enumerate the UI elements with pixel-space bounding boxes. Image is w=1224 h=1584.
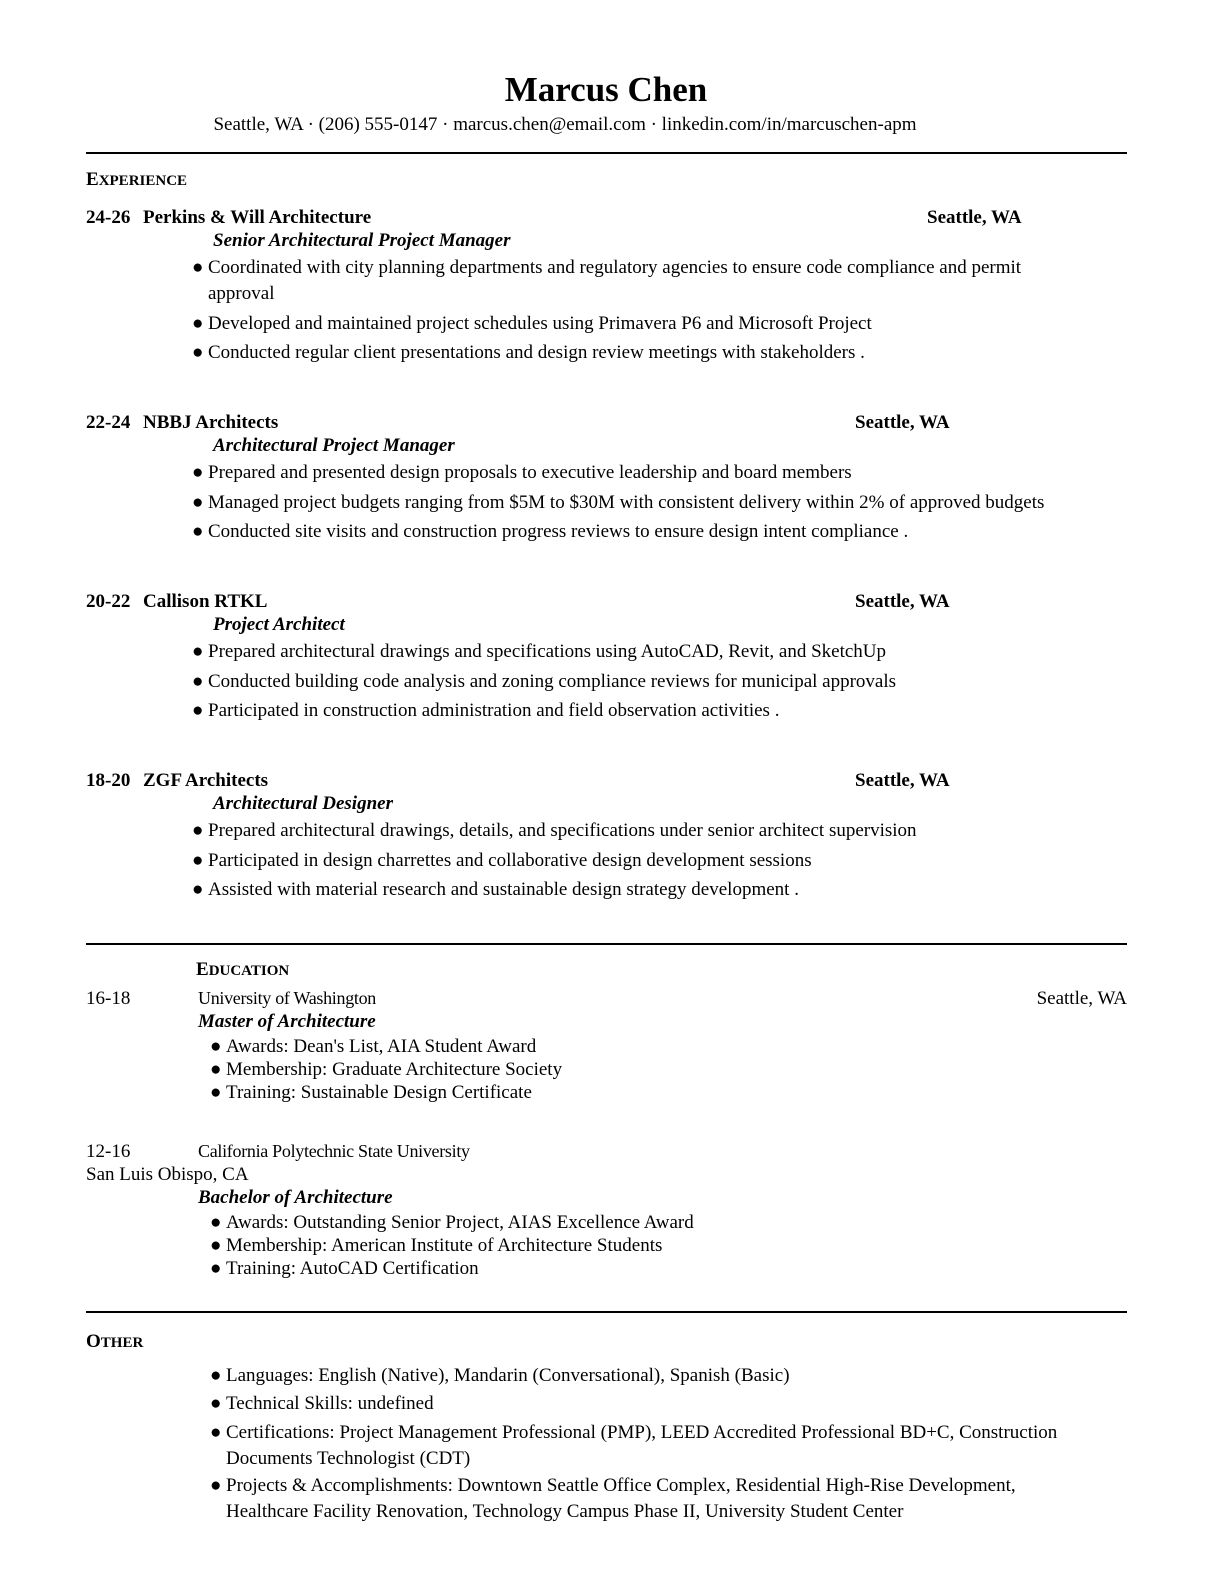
job-bullet: ● Prepared and presented design proposals to executive leadership and board members: [192, 462, 852, 483]
other-bullet: ● Technical Skills: undefined: [210, 1393, 434, 1414]
education-bullet: ● Membership: Graduate Architecture Society: [210, 1059, 563, 1080]
education-school: University of Washington: [198, 988, 377, 1008]
section-heading-other: OTHER: [86, 1331, 144, 1352]
education-degree: Master of Architecture: [198, 1011, 376, 1032]
education-school: California Polytechnic State University: [198, 1141, 470, 1161]
divider: [86, 943, 1127, 945]
job-years: 24-26: [86, 207, 131, 228]
other-bullet-continuation: Documents Technologist (CDT): [226, 1448, 471, 1469]
other-bullet: ● Projects & Accomplishments: Downtown Seattle Office Complex, Residential High-Rise Development,: [210, 1475, 1016, 1496]
resume-name: Marcus Chen: [504, 70, 708, 109]
job-bullet: ● Conducted site visits and construction progress reviews to ensure design intent compliance .: [192, 521, 909, 542]
job-company: Callison RTKL: [143, 591, 268, 612]
job-bullet: ● Participated in construction administration and field observation activities .: [192, 700, 780, 721]
job-location: Seattle, WA: [855, 412, 950, 433]
job-title: Senior Architectural Project Manager: [213, 230, 511, 251]
other-bullet-continuation: Healthcare Facility Renovation, Technology Campus Phase II, University Student Center: [226, 1501, 904, 1522]
job-years: 22-24: [86, 412, 131, 433]
section-heading-experience: EXPERIENCE: [86, 169, 188, 190]
education-bullet: ● Training: Sustainable Design Certificate: [210, 1082, 532, 1103]
education-bullet: ● Awards: Dean's List, AIA Student Award: [210, 1036, 537, 1057]
job-bullet-continuation: approval: [208, 283, 275, 304]
education-bullet: ● Awards: Outstanding Senior Project, AIAS Excellence Award: [210, 1212, 694, 1233]
education-bullet: ● Training: AutoCAD Certification: [210, 1258, 479, 1279]
job-title: Project Architect: [213, 614, 345, 635]
job-bullet: ● Developed and maintained project schedules using Primavera P6 and Microsoft Project: [192, 313, 872, 334]
education-bullet: ● Membership: American Institute of Architecture Students: [210, 1235, 663, 1256]
education-location: Seattle, WA: [1036, 988, 1127, 1009]
job-bullet: ● Participated in design charrettes and collaborative design development sessions: [192, 850, 812, 871]
job-bullet: ● Conducted regular client presentations and design review meetings with stakeholders .: [192, 342, 865, 363]
job-bullet: ● Managed project budgets ranging from $5M to $30M with consistent delivery within 2% of approved budgets: [192, 492, 1045, 513]
job-company: ZGF Architects: [143, 770, 269, 791]
job-location: Seattle, WA: [855, 770, 950, 791]
section-heading-education: EDUCATION: [196, 959, 290, 980]
job-bullet: ● Prepared architectural drawings, details, and specifications under senior architect supervision: [192, 820, 917, 841]
job-years: 20-22: [86, 591, 131, 612]
job-title: Architectural Project Manager: [213, 435, 455, 456]
job-company: NBBJ Architects: [143, 412, 279, 433]
job-location: Seattle, WA: [927, 207, 1022, 228]
job-bullet: ● Prepared architectural drawings and specifications using AutoCAD, Revit, and SketchUp: [192, 641, 887, 662]
other-bullet: ● Certifications: Project Management Professional (PMP), LEED Accredited Professional BD+C, Construction: [210, 1422, 1058, 1443]
contact-line: Seattle, WA · (206) 555-0147 · marcus.chen@email.com · linkedin.com/in/marcuschen-apm: [213, 114, 917, 135]
divider: [86, 1311, 1127, 1313]
education-location: San Luis Obispo, CA: [86, 1164, 249, 1185]
job-title: Architectural Designer: [213, 793, 393, 814]
other-bullet: ● Languages: English (Native), Mandarin (Conversational), Spanish (Basic): [210, 1365, 790, 1386]
education-years: 12-16: [86, 1141, 131, 1162]
job-bullet: ● Coordinated with city planning departments and regulatory agencies to ensure code compliance and permit: [192, 257, 1022, 278]
job-bullet: ● Assisted with material research and sustainable design strategy development .: [192, 879, 799, 900]
job-location: Seattle, WA: [855, 591, 950, 612]
education-degree: Bachelor of Architecture: [198, 1187, 393, 1208]
job-bullet: ● Conducted building code analysis and zoning compliance reviews for municipal approvals: [192, 671, 897, 692]
education-years: 16-18: [86, 988, 131, 1009]
divider: [86, 152, 1127, 154]
job-years: 18-20: [86, 770, 131, 791]
job-company: Perkins & Will Architecture: [143, 207, 372, 228]
